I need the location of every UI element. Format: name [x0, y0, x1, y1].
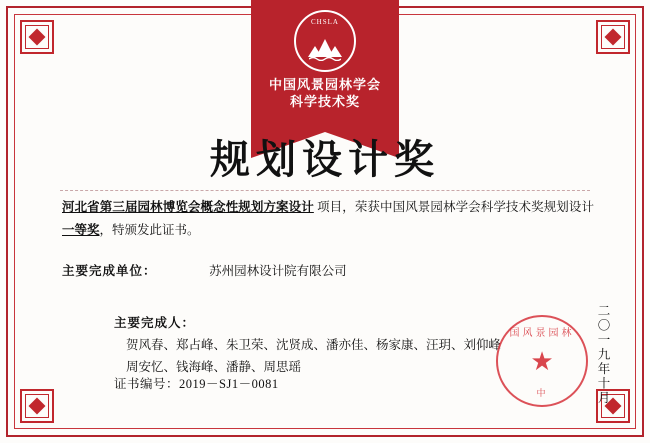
corner-ornament-top-left — [20, 20, 54, 54]
emblem-acronym: CHSLA — [311, 18, 339, 26]
chsla-emblem-icon — [294, 10, 356, 72]
wave-icon — [309, 56, 341, 61]
members-line-1: 贺风春、郑占峰、朱卫荣、沈贤成、潘亦佳、杨家康、汪玥、刘仰峰 — [126, 338, 502, 352]
issue-date: 二〇一九年十月 — [596, 304, 610, 406]
certificate-number-field — [114, 374, 279, 392]
seal-star-icon: ★ — [530, 346, 554, 376]
page-title: 规划设计奖 — [210, 137, 440, 182]
unit-label: 主要完成单位： — [62, 264, 157, 278]
members-label: 主要完成人： — [114, 316, 196, 330]
citation-text-1: 项目，荣获中国风景园林学会科学技术奖规划设计 — [317, 200, 594, 214]
award-grade: 一等奖 — [62, 223, 100, 237]
organization-line-1: 中国风景园林学会 — [268, 77, 381, 92]
header-ribbon — [251, 0, 399, 132]
project-name: 河北省第三届园林博览会概念性规划方案设计 — [62, 200, 314, 214]
divider-rule — [60, 190, 590, 191]
corner-ornament-bottom-left — [20, 389, 54, 423]
citation-paragraph — [62, 196, 594, 242]
unit-value: 苏州园林设计院有限公司 — [209, 264, 347, 278]
certificate-number-label: 证书编号： — [114, 377, 180, 391]
certificate-number-value: 2019－SJ1－0081 — [179, 377, 279, 391]
unit-field — [62, 260, 594, 282]
certificate-body — [62, 196, 594, 391]
official-seal-icon — [496, 315, 588, 407]
citation-text-2: ，特颁发此证书。 — [99, 223, 200, 237]
organization-line-2: 科学技术奖 — [289, 94, 360, 109]
mountain-icon — [308, 37, 342, 57]
members-value — [114, 334, 501, 378]
seal-bottom-text: 中 — [536, 388, 548, 398]
corner-ornament-top-right — [596, 20, 630, 54]
ribbon-content — [251, 0, 399, 110]
members-line-2: 周安忆、钱海峰、潘静、周思瑶 — [126, 360, 302, 374]
seal-top-text: 国风景园林 — [509, 328, 575, 339]
